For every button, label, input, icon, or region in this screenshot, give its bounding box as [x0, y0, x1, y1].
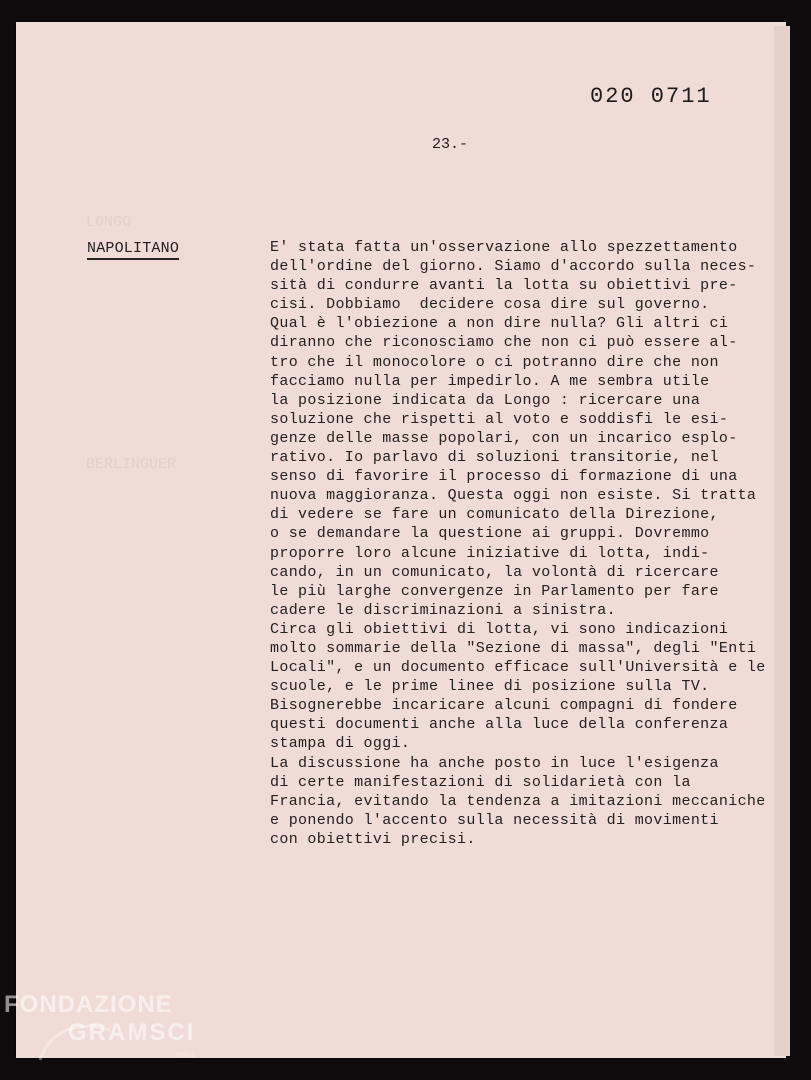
body-line: senso di favorire il processo di formazione di una — [270, 468, 738, 486]
body-line: E' stata fatta un'osservazione allo spezzettamento — [270, 239, 738, 256]
body-line: cando, in un comunicato, la volontà di ricercare — [270, 563, 719, 581]
body-line: cisi. Dobbiamo decidere cosa dire sul governo. — [270, 296, 710, 314]
body-line: diranno che riconosciamo che non ci può essere al- — [270, 334, 738, 352]
body-line: soluzione che rispetti al voto e soddisfi le esi- — [270, 410, 729, 428]
transcript-body — [270, 238, 790, 849]
body-line: sità di condurre avanti la lotta su obiettivi pre- — [270, 277, 738, 295]
body-line: proporre loro alcune iniziative di lotta, indi- — [270, 544, 710, 562]
body-line: stampa di oggi. — [270, 735, 411, 753]
speaker-name: NAPOLITANO — [87, 240, 179, 260]
body-line: le più larghe convergenze in Parlamento per fare — [270, 582, 719, 600]
page-number: 23.- — [432, 136, 469, 153]
document-number: 020 0711 — [590, 84, 712, 109]
body-line: nuova maggioranza. Questa oggi non esiste. Si tratta — [270, 487, 757, 505]
body-line: Locali", e un documento efficace sull'Università e le — [270, 659, 766, 677]
body-line: con obiettivi precisi. — [270, 830, 476, 848]
body-line: tro che il monocolore o ci potranno dire che non — [270, 353, 719, 371]
body-line: La discussione ha anche posto in luce l'esigenza — [270, 754, 719, 772]
watermark-subtitle: onlus — [176, 1050, 196, 1059]
body-line: e ponendo l'accento sulla necessità di movimenti — [270, 811, 719, 829]
body-line: molto sommarie della "Sezione di massa", degli "Enti — [270, 639, 757, 657]
body-line: di certe manifestazioni di solidarietà con la — [270, 773, 691, 791]
body-line: o se demandare la questione ai gruppi. Dovremmo — [270, 525, 710, 543]
body-line: questi documenti anche alla luce della conferenza — [270, 716, 729, 734]
body-line: facciamo nulla per impedirlo. A me sembra utile — [270, 372, 710, 390]
body-line: di vedere se fare un comunicato della Direzione, — [270, 506, 719, 524]
watermark-line-2: GRAMSCI — [68, 1019, 196, 1046]
watermark-line-1: FONDAZIONE — [4, 991, 173, 1018]
bleed-through-text: BERLINGUER — [86, 456, 177, 473]
watermark-swirl-icon — [30, 1010, 120, 1070]
body-line: Bisognerebbe incaricare alcuni compagni di fondere — [270, 697, 738, 715]
body-line: Francia, evitando la tendenza a imitazioni meccaniche — [270, 792, 766, 810]
body-line: cadere le discriminazioni a sinistra. — [270, 601, 617, 619]
bleed-through-text: LONGO — [86, 214, 132, 231]
body-line: scuole, e le prime linee di posizione sulla TV. — [270, 678, 710, 696]
body-line: la posizione indicata da Longo : ricercare una — [270, 391, 701, 409]
body-line: genze delle masse popolari, con un incarico esplo- — [270, 429, 738, 447]
body-line: Circa gli obiettivi di lotta, vi sono indicazioni — [270, 620, 729, 638]
body-line: dell'ordine del giorno. Siamo d'accordo sulla neces- — [270, 258, 757, 276]
body-line: rativo. Io parlavo di soluzioni transitorie, nel — [270, 449, 719, 467]
body-line: Qual è l'obiezione a non dire nulla? Gli altri ci — [270, 315, 729, 333]
